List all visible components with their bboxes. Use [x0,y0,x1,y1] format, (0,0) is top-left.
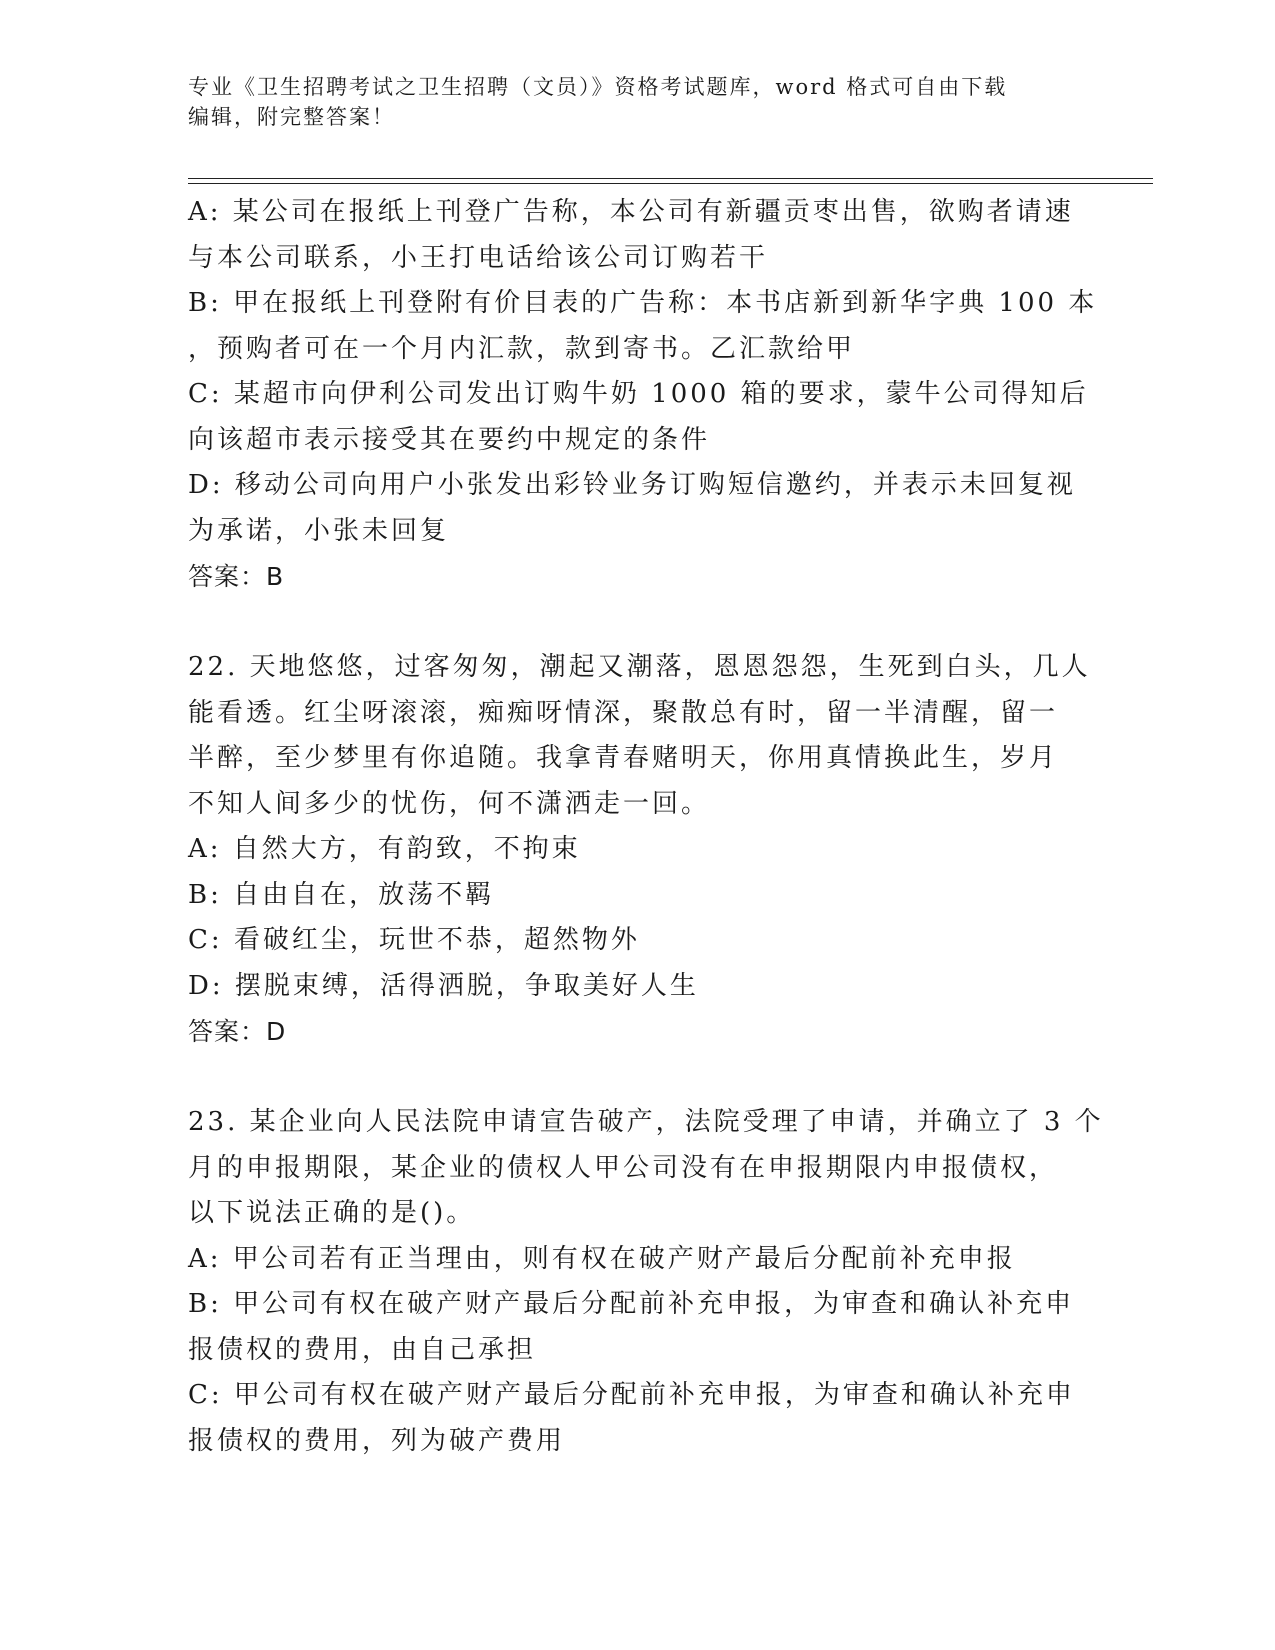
option-b-line-2: ，预购者可在一个月内汇款，款到寄书。乙汇款给甲 [188,333,856,364]
option-c-line-1: C: 甲公司有权在破产财产最后分配前补充申报，为审查和确认补充申 [188,1380,1075,1410]
option-a-line-2: 与本公司联系，小王打电话给该公司订购若干 [188,242,769,273]
option-a-line-1: A: 某公司在报纸上刊登广告称，本公司有新疆贡枣出售，欲购者请速 [188,197,1074,227]
option-b-line-1: B: 甲在报纸上刊登附有价目表的广告称：本书店新到新华字典 100 本 [188,288,1098,318]
header-line-1: 专业《卫生招聘考试之卫生招聘（文员）》资格考试题库，word 格式可自由下载 [188,75,1008,99]
header-line-2: 编辑，附完整答案！ [188,105,395,129]
spacer [188,600,1078,646]
question-stem-line-1: 22. 天地悠悠，过客匆匆，潮起又潮落，恩恩怨怨，生死到白头，几人 [188,652,1091,682]
question-stem-line-1: 23. 某企业向人民法院申请宣告破产，法院受理了申请，并确立了 3 个 [188,1107,1104,1137]
question-22 [188,645,1091,1055]
option-c-line-2: 报债权的费用，列为破产费用 [188,1425,566,1456]
answer: 答案：D [188,1017,287,1046]
option-d: D: 摆脱束缚，活得洒脱，争取美好人生 [188,970,699,1001]
option-a: A: 甲公司若有正当理由，则有权在破产财产最后分配前补充申报 [188,1243,1016,1274]
header-rule-top [188,178,1153,179]
document-header [188,72,1068,132]
question-stem-line-2: 能看透。红尘呀滚滚，痴痴呀情深，聚散总有时，留一半清醒，留一 [188,697,1059,728]
question-23 [188,1100,1104,1464]
spacer [188,1055,1078,1101]
header-rule-bottom [188,183,1153,184]
option-a: A: 自然大方，有韵致，不拘束 [188,834,581,864]
question-21 [188,190,1098,600]
question-stem-line-2: 月的申报期限，某企业的债权人甲公司没有在申报期限内申报债权， [188,1152,1059,1183]
option-c-line-2: 向该超市表示接受其在要约中规定的条件 [188,424,711,455]
option-b-line-2: 报债权的费用，由自己承担 [188,1334,537,1365]
option-b-line-1: B: 甲公司有权在破产财产最后分配前补充申报，为审查和确认补充申 [188,1289,1075,1319]
question-stem-line-4: 不知人间多少的忧伤，何不潇洒走一回。 [188,788,711,819]
option-d-line-2: 为承诺，小张未回复 [188,515,450,546]
option-c: C: 看破红尘，玩世不恭，超然物外 [188,925,640,955]
question-stem-line-3: 以下说法正确的是()。 [188,1198,476,1228]
question-stem-line-3: 半醉，至少梦里有你追随。我拿青春赌明天，你用真情换此生，岁月 [188,743,1059,773]
answer: 答案：B [188,562,285,591]
option-c-line-1: C: 某超市向伊利公司发出订购牛奶 1000 箱的要求，蒙牛公司得知后 [188,379,1089,409]
option-d-line-1: D: 移动公司向用户小张发出彩铃业务订购短信邀约，并表示未回复视 [188,470,1076,500]
option-b: B: 自由自在，放荡不羁 [188,879,495,910]
question-content [188,190,1104,1464]
